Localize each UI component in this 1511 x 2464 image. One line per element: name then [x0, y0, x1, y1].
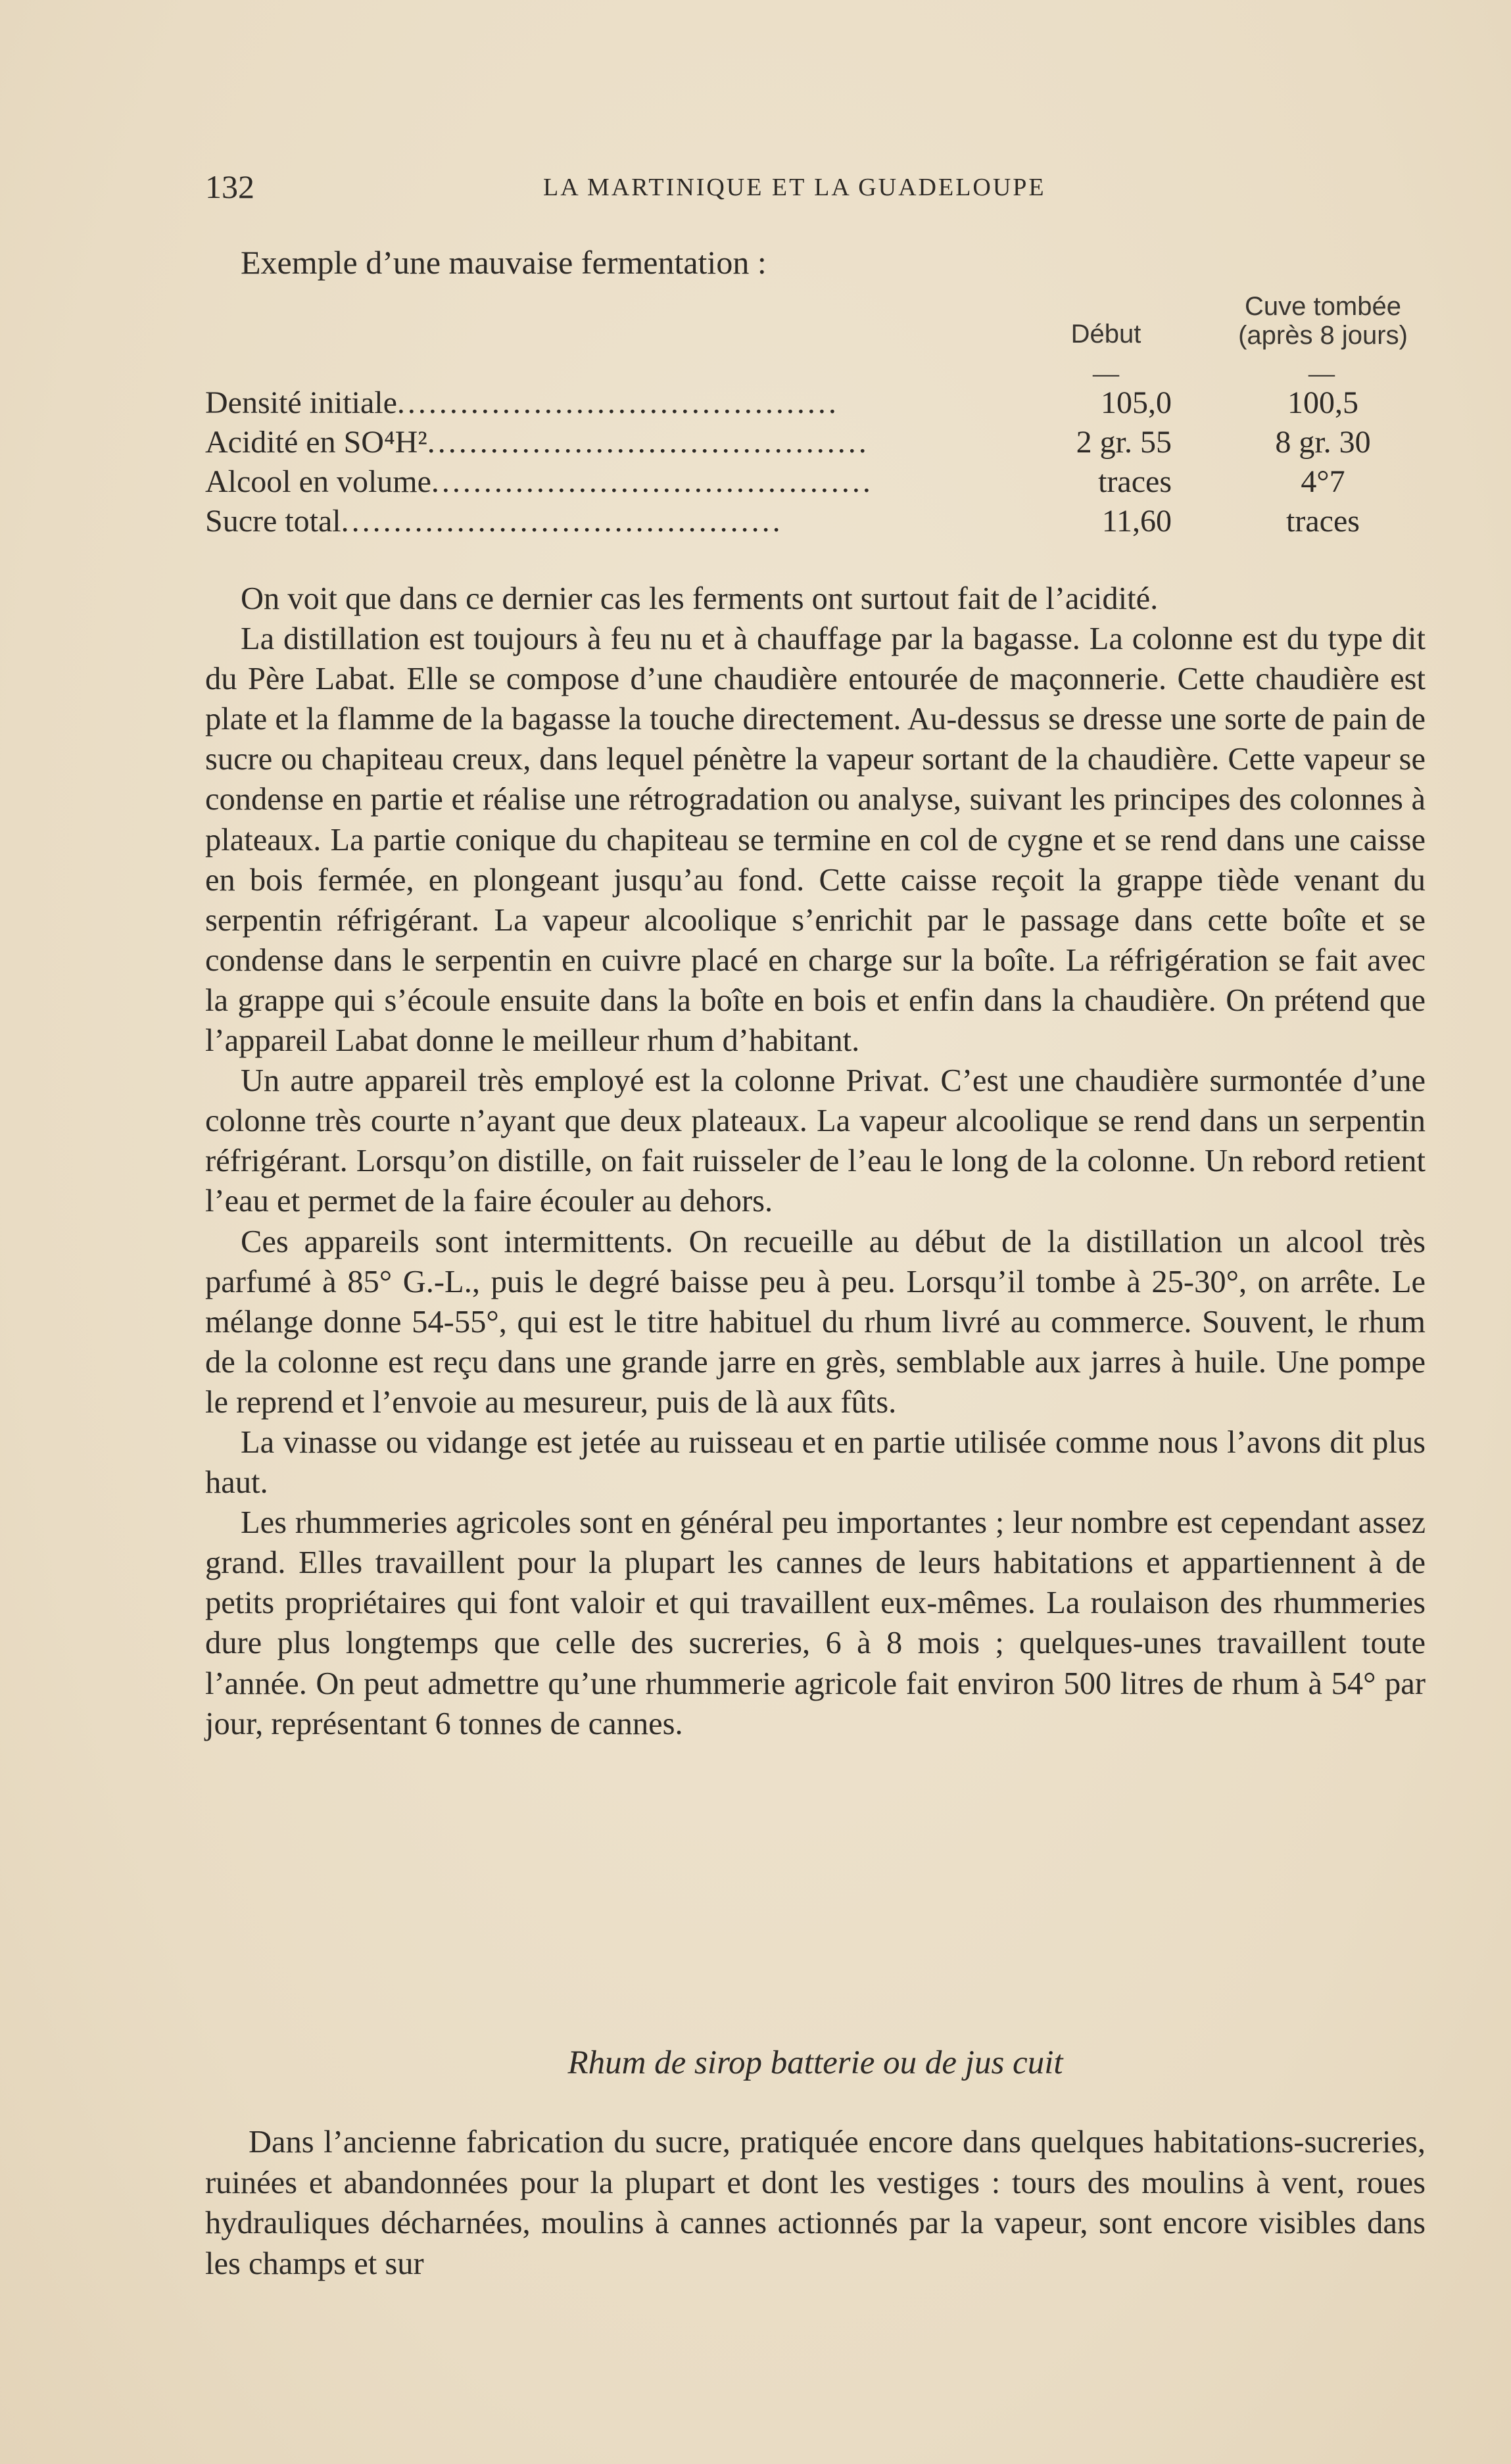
paragraph: Un autre appareil très employé est la colonne Privat. C’est une chaudière surmontée d’une colonne très courte n’ayant que deux plateaux. La vapeur alcoolique se rend dans un serpentin réfrigérant. Lorsqu’on distille, on fait ruisseler de l’eau le long de la colonne. Un rebord retient l’eau et permet de la faire écouler au dehors.	[205, 1063, 1426, 1219]
row-value-debut: 11,60	[1101, 504, 1172, 539]
column-header-cuve	[1191, 292, 1454, 350]
table-row	[205, 424, 1428, 464]
body-text	[205, 579, 1426, 1744]
row-value-debut: 105,0	[1101, 385, 1172, 420]
paragraph: La distillation est toujours à feu nu et à chauffage par la bagasse. La colonne est du type dit du Père Labat. Elle se compose d’une chaudière entourée de maçonnerie. Cette chaudière est plate et la flamme de la bagasse la touche directement. Au-dessus se dresse une sorte de pain de sucre ou chapiteau creux, dans lequel pénètre la vapeur sortant de la chaudière. Cette vapeur se condense en partie et réalise une rétrogradation ou analyse, suivant les principes des colonnes à plateaux. La partie conique du chapiteau se termine en col de cygne et se rend dans une caisse en bois fermée, en plongeant jusqu’au fond. Cette caisse reçoit la grappe tiède venant du serpentin réfrigérant. La vapeur alcoolique s’enrichit par le passage dans cette boîte et se condense dans le serpentin en cuivre placé en charge sur la boîte. La réfrigération se fait avec la grappe qui s’écoule ensuite dans la boîte en bois et enfin dans la chaudière. On prétend que l’appareil Labat donne le meilleur rhum d’habitant.	[205, 621, 1426, 1059]
paragraph: On voit que dans ce dernier cas les ferments ont surtout fait de l’acidité.	[241, 581, 1159, 616]
table-row	[205, 503, 1428, 543]
page-header	[205, 168, 1428, 207]
section-heading: Rhum de sirop batterie ou de jus cuit	[567, 2044, 1063, 2081]
column-header-debut: Début	[1070, 320, 1141, 349]
leader-dots: ..........................................	[431, 464, 873, 499]
row-value-cuve: 100,5	[1287, 385, 1358, 420]
paragraph: Dans l’ancienne fabrication du sucre, pratiquée encore dans quelques habitations-sucreries, ruinées et abandonnées pour la plupart et dont les vestiges : tours des moulins à vent, roues hydrauliques décharnées, moulins à cannes actionnés par la vapeur, sont encore visibles dans les champs et sur	[205, 2125, 1426, 2281]
table-row	[205, 464, 1428, 503]
paragraph: Les rhummeries agricoles sont en général peu importantes ; leur nombre est cependant assez grand. Elles travaillent pour la plupart les cannes de leurs habitations et appartiennent à de petits propriétaires qui font valoir et qui travaillent eux-mêmes. La roulaison des rhummeries dure plus longtemps que celle des sucreries, 6 à 8 mois ; quelques-unes travaillent toute l’année. On peut admettre qu’une rhummerie agricole fait environ 500 litres de rhum à 54° par jour, représentant 6 tonnes de cannes.	[205, 1505, 1426, 1741]
leader-dots: ..........................................	[427, 425, 869, 460]
table-intro: Exemple d’une mauvaise fermentation :	[241, 244, 767, 281]
page-number: 132	[205, 168, 254, 205]
row-value-cuve: traces	[1286, 504, 1360, 539]
column-rule-debut: —	[1093, 358, 1119, 388]
column-header-cuve-line1: Cuve tombée	[1245, 292, 1401, 321]
table-row	[205, 385, 1428, 424]
paragraph: La vinasse ou vidange est jetée au ruisseau et en partie utilisée comme nous l’avons dit plus haut.	[205, 1424, 1426, 1501]
section-body	[205, 2122, 1426, 2284]
row-label: Densité initiale..........................................	[205, 385, 839, 420]
running-title: LA MARTINIQUE ET LA GUADELOUPE	[543, 174, 1046, 201]
column-header-cuve-line2: (après 8 jours)	[1238, 321, 1408, 350]
row-value-cuve: 4°7	[1301, 464, 1345, 499]
row-value-debut: traces	[1098, 464, 1172, 499]
leader-dots: ..........................................	[341, 504, 783, 539]
row-label: Alcool en volume..........................................	[205, 464, 873, 499]
paragraph: Ces appareils sont intermittents. On recueille au début de la distillation un alcool très parfumé à 85° G.-L., puis le degré baisse peu à peu. Lorsqu’il tombe à 25-30°, on arrête. Le mélange donne 54-55°, qui est le titre habituel du rhum livré au commerce. Souvent, le rhum de la colonne est reçu dans une grande jarre en grès, semblable aux jarres à huile. Une pompe le reprend et l’envoie au mesureur, puis de là aux fûts.	[205, 1224, 1426, 1420]
fermentation-table	[205, 289, 1428, 552]
row-value-cuve: 8 gr. 30	[1275, 425, 1371, 460]
leader-dots: ..........................................	[396, 385, 839, 420]
row-value-debut: 2 gr. 55	[1076, 425, 1172, 460]
column-rule-cuve: —	[1308, 358, 1335, 388]
row-label: Sucre total..........................................	[205, 504, 783, 539]
row-label: Acidité en SO⁴H²..........................................	[205, 425, 869, 460]
